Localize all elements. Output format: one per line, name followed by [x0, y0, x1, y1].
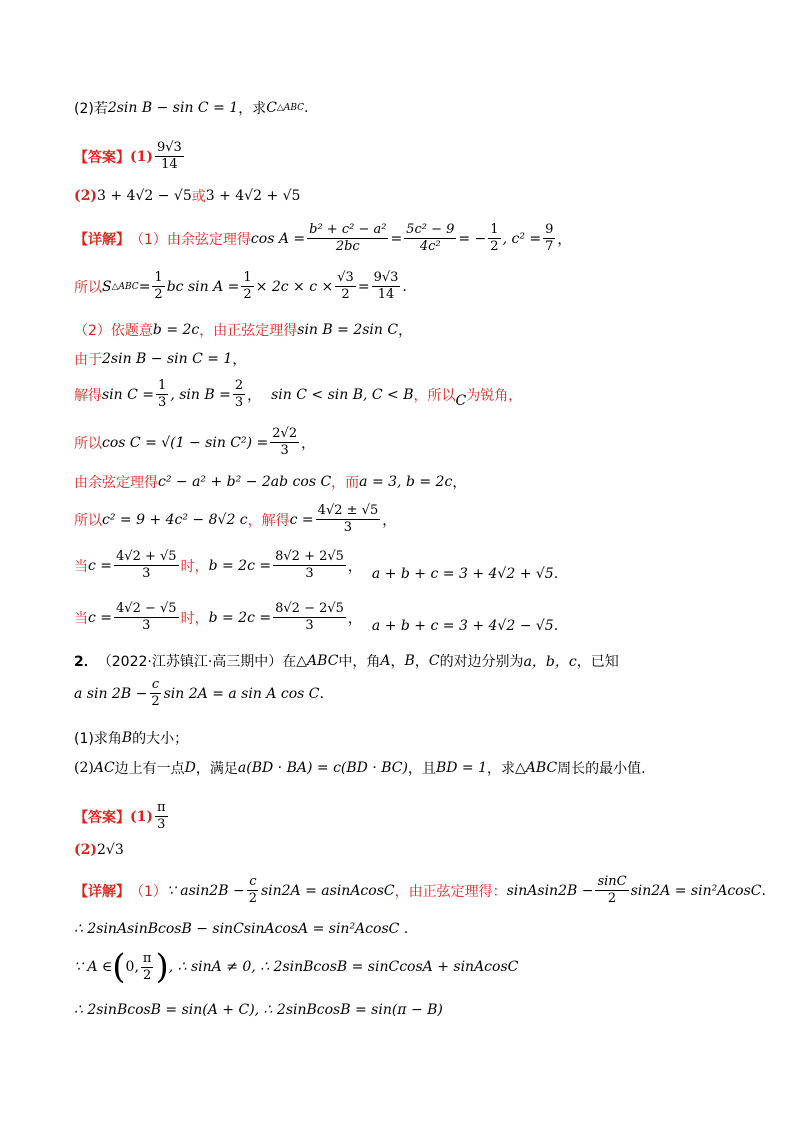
solve-comma: ， [247, 387, 262, 404]
eq-c: c = [289, 511, 314, 528]
question-2-text-2: 的对边分别为 [439, 654, 524, 670]
case-2-bden: 3 [305, 618, 314, 633]
case-2-c: c = [88, 609, 113, 626]
law-line [74, 472, 466, 492]
case-1-comma: ， [347, 558, 362, 575]
since-expr: 2sin B − sin C = 1 [102, 351, 233, 367]
d2-line3-b: , ∴ sinA ≠ 0, ∴ 2sinBcosB = sinCcosA + sinAcosC [168, 959, 519, 975]
answer-1 [74, 140, 186, 173]
half-num: 1 [490, 222, 499, 237]
d2-f1-den: 2 [248, 891, 257, 906]
cos-c-den: 3 [280, 443, 289, 458]
solve-C: C [455, 392, 467, 409]
part2-period: . [304, 100, 309, 116]
answer-2-b: 3 + 4√2 + √5 [205, 188, 301, 204]
case-1-c: c = [88, 557, 113, 574]
d2-line2-expr: ∴ 2sinAsinBcosB − sinCsinAcosA = sin²AcosC . [74, 921, 409, 937]
p2-end: ， [398, 323, 413, 339]
case-2-comma: ， [347, 610, 362, 627]
answer-1-num: 9√3 [157, 140, 182, 155]
answer-2 [74, 186, 300, 206]
case-2-line [74, 601, 558, 634]
q2-p2-AC: AC [93, 760, 115, 776]
q2-p2-bd: BD = 1 [435, 760, 488, 776]
case-2-num: 4√2 − √5 [116, 601, 177, 616]
d2-f1-num: c [249, 874, 257, 889]
q2-eq-b: sin 2A = a sin A cos C [163, 685, 320, 702]
solve-sinC: sin C = [102, 386, 155, 403]
q2-p2-text-c: ，满足 [195, 761, 238, 777]
part2-ask: ，求 [238, 101, 267, 117]
cos-a-eq: = − [458, 230, 487, 247]
d2-f2-den: 2 [607, 891, 617, 906]
area-half-1 [152, 270, 164, 303]
q2-p1-B: B [121, 730, 133, 746]
d2-right-paren: ) [155, 947, 169, 987]
d2-frac-1 [247, 874, 259, 907]
law-prefix: 由余弦定理得 [74, 475, 158, 491]
p2-sin: sin B = 2sin C [297, 322, 399, 338]
cos-a-f2-den: 4c² [419, 239, 441, 254]
area-symbol: S [102, 278, 112, 295]
perimeter-subscript: △ABC [276, 103, 304, 113]
answer-q2-1-num: π [157, 800, 166, 815]
cos-a-f2-num: 5c² − 9 [406, 222, 455, 237]
eq-frac [316, 503, 381, 536]
q2-p2-text-f: 周长的最小值. [557, 761, 646, 777]
detail-q2-line-4 [74, 1002, 443, 1018]
case-2-sum: a + b + c = 3 + 4√2 − √5 [371, 617, 554, 634]
part2-detail [74, 320, 412, 340]
area-half-2 [241, 270, 253, 303]
d2-line3-a: ∵ A ∈ [74, 959, 113, 975]
area-eq1: = [138, 278, 151, 295]
area-end: . [402, 278, 407, 295]
d2-expr-a: ∵ asin2B − [166, 882, 245, 899]
eq-den: 3 [343, 520, 353, 535]
detail-1-end: ， [557, 231, 572, 248]
area-subscript: △ABC [111, 281, 139, 292]
p2-mid: ，由正弦定理得 [199, 323, 298, 339]
question-2-part-1 [74, 728, 188, 748]
area-prefix: 所以 [74, 279, 102, 296]
q2-p2-D: D [184, 760, 196, 776]
q2-eq-num: c [151, 677, 160, 692]
cos-a-lhs: cos A = [250, 230, 306, 247]
case-1-shi: 时， [180, 558, 209, 575]
q2-eq-den: 2 [151, 694, 160, 709]
d2-pi-half [141, 951, 154, 984]
solve-f1-num: 1 [158, 378, 167, 393]
cos-c-prefix: 所以 [74, 435, 102, 452]
area-h2-den: 2 [243, 287, 252, 302]
solve-prefix: 解得 [74, 387, 102, 404]
part2-condition: 2sin B − sin C = 1 [107, 100, 239, 116]
solve-f2-num: 2 [234, 378, 244, 393]
solve-frac-1 [156, 378, 168, 411]
question-2-text-3: ，已知 [576, 654, 619, 670]
case-1-sum: a + b + c = 3 + 4√2 + √5 [371, 565, 554, 582]
answer-q2-1-frac [155, 800, 168, 833]
case-1-bfrac [273, 549, 346, 582]
cos-a-f1-num: b² + c² − a² [309, 222, 387, 237]
detail-law-of-cosines: 【详解】 （1）由余弦定理得 cos A = $\frac{\text{b² + c² − a²}}{2bc}$ = $\frac{\text{5c² − 9}}{\text{4c²}}$ = − $\frac{1}{2}$ , c² = $\frac{9}{7}$ ， [74, 222, 572, 254]
law-expr: c² − a² + b² − 2ab cos C [158, 474, 332, 490]
case-2-frac [114, 601, 179, 634]
solve-so: ，所以 [413, 387, 456, 404]
d2-pi-num: π [142, 950, 152, 966]
d2-zero: 0, [125, 959, 139, 975]
eq-expr: c² = 9 + 4c² − 8√2 c [102, 511, 248, 528]
p2-b: b = 2c [152, 322, 200, 338]
c2-den: 7 [545, 239, 554, 254]
solve-frac-2 [233, 378, 245, 411]
d2-end: . [761, 882, 766, 899]
since-line [74, 349, 246, 369]
answer-1-den: 14 [161, 157, 178, 172]
answer-q2-2 [74, 842, 124, 858]
area-line [74, 270, 407, 303]
half-den: 2 [490, 239, 499, 254]
law-mid: ，而 [331, 475, 360, 491]
eq-end: ， [382, 512, 397, 529]
question-2-source: （2022·江苏镇江·高三期中）在 [97, 654, 297, 670]
area-h-den: 2 [154, 287, 163, 302]
case-2-shi: 时， [180, 610, 209, 627]
law-end: ， [452, 475, 467, 491]
d2-f2-num: sinC [597, 874, 627, 889]
since-end: ， [232, 352, 247, 368]
area-result [372, 270, 401, 303]
area-bc: bc sin A = [166, 278, 240, 295]
area-res-num: 9√3 [373, 270, 399, 285]
answer-q2-2-prefix: (2) [74, 842, 97, 858]
c2-num: 9 [545, 222, 554, 237]
question-2-header [74, 651, 619, 671]
question-2-sep-1: ， [390, 654, 405, 670]
q2-p1-text: (1)求角 [74, 731, 122, 747]
eq-mid: ，解得 [247, 512, 290, 529]
solve-acute: 为锐角， [466, 387, 523, 404]
question-2-number: 2． [74, 654, 98, 670]
area-eq2: = [357, 278, 370, 295]
part2-label: (2)若 [74, 101, 108, 117]
q2-p2-triangle: △ABC [515, 760, 558, 776]
cos-c-expr: cos C = √(1 − sin C²) = [102, 434, 269, 451]
perimeter-symbol: C [266, 100, 277, 116]
answer-q2-1 [74, 800, 170, 833]
detail-2-prefix: （1） [130, 883, 167, 900]
solve-sinB: , sin B = [170, 386, 231, 403]
detail-q2-line-3 [74, 947, 519, 987]
solve-sin-line [74, 378, 522, 411]
case-1-bnum: 8√2 + 2√5 [275, 549, 344, 564]
solve-f2-den: 3 [234, 395, 244, 410]
p2-prefix: （2）依题意 [74, 323, 153, 339]
answer-2-prefix: (2) [74, 188, 97, 204]
detail-2-label: 【详解】 [74, 883, 130, 900]
d2-left-paren: ( [112, 947, 126, 987]
q2-p2-text-b: 边上有一点 [114, 761, 185, 777]
question-2-sides: a，b，c [523, 654, 577, 670]
answer-q2-1-den: 3 [157, 817, 166, 832]
answer-q2-1-prefix: (1) [130, 808, 153, 825]
area-mid: × 2c × c × [255, 278, 334, 295]
question-2-angle-B: B [404, 653, 415, 669]
area-h-num: 1 [154, 270, 163, 285]
case-2-end: . [553, 617, 559, 634]
q2-p2-text-d: ，且 [407, 761, 436, 777]
case-2-bnum: 8√2 − 2√5 [275, 601, 344, 616]
eq-prefix: 所以 [74, 512, 102, 529]
cos-c-frac [270, 426, 299, 459]
detail-q2-line-2 [74, 921, 408, 937]
law-ab: a = 3, b = 2c [359, 474, 453, 490]
cos-a-f1-den: 2bc [335, 239, 360, 254]
question-2-text-1: 中，角 [338, 654, 381, 670]
d2-mid: ，由正弦定理得： [394, 883, 507, 900]
question-2-triangle: △ABC [296, 653, 339, 669]
question-2-sep-2: ， [414, 654, 429, 670]
q2-p1-end: 的大小； [132, 731, 189, 747]
d2-line4-expr: ∴ 2sinBcosB = sin(A + C), ∴ 2sinBcosB = sin(π − B) [74, 1002, 443, 1018]
answer-1-fraction [155, 140, 184, 173]
area-r3-num: √3 [337, 270, 354, 285]
q2-eq-frac [149, 677, 161, 710]
answer-1-prefix: (1) [130, 148, 153, 165]
detail-q2-line-1 [74, 874, 766, 907]
d2-expr-c: sinAsin2B − [506, 882, 594, 899]
cos-a-fraction-2 [404, 222, 456, 255]
case-1-bden: 3 [305, 566, 314, 581]
detail-label: 【详解】 [74, 231, 130, 248]
d2-expr-d: sin2A = sin²AcosC [630, 882, 762, 899]
case-1-den: 3 [142, 566, 151, 581]
case-2-bfrac [273, 601, 346, 634]
area-root3 [335, 270, 356, 303]
cos-a-half [488, 222, 500, 255]
area-h2-num: 1 [243, 270, 252, 285]
answer-2-a: 3 + 4√2 − √5 [97, 188, 192, 204]
case-2-den: 3 [142, 618, 151, 633]
solve-f1-den: 3 [158, 395, 167, 410]
c-squared: , c² = [502, 230, 542, 247]
question-2-angle-A: A [380, 653, 391, 669]
case-1-frac [114, 549, 179, 582]
answer-2-label: 【答案】 [74, 809, 130, 826]
area-r3-den: 2 [341, 287, 350, 302]
case-1-b: b = 2c = [208, 557, 272, 574]
case-1-line [74, 549, 558, 582]
c-squared-fraction [543, 222, 555, 255]
cos-a-fraction-1 [307, 222, 388, 255]
cos-c-num: 2√2 [272, 426, 298, 441]
solve-inequality: sin C < sin B, C < B [271, 386, 414, 403]
q2-p2-vector-expr: a(BD · BA) = c(BD · BC) [237, 760, 408, 776]
question-2-condition [74, 677, 324, 710]
case-2-b: b = 2c = [208, 609, 272, 626]
q2-p2-text-e: ，求 [487, 761, 516, 777]
question-2-angle-C: C [428, 653, 440, 669]
q2-p2-prefix: (2) [74, 760, 94, 776]
case-1-end: . [553, 565, 559, 582]
q2-eq-a: a sin 2B − [74, 685, 148, 702]
question-2-part-2 [74, 758, 646, 778]
case-1-when: 当 [74, 558, 88, 575]
equation-line [74, 503, 396, 536]
answer-2-or: 或 [191, 189, 206, 205]
part2-question [74, 98, 308, 118]
area-res-den: 14 [377, 287, 395, 302]
cos-c-end: ， [301, 435, 316, 452]
answer-label: 【答案】 [74, 149, 130, 166]
detail-1-prefix: （1）由余弦定理得 [130, 231, 251, 248]
case-2-when: 当 [74, 610, 88, 627]
q2-eq-end: . [319, 685, 324, 702]
d2-frac-2 [595, 874, 628, 907]
cos-c-line [74, 426, 315, 459]
d2-expr-b: sin2A = asinAcosC [260, 882, 395, 899]
eq-num: 4√2 ± √5 [317, 503, 379, 518]
case-1-num: 4√2 + √5 [116, 549, 177, 564]
d2-pi-den: 2 [143, 967, 152, 983]
answer-q2-2-value: 2√3 [97, 842, 124, 858]
since-prefix: 由于 [74, 352, 102, 368]
